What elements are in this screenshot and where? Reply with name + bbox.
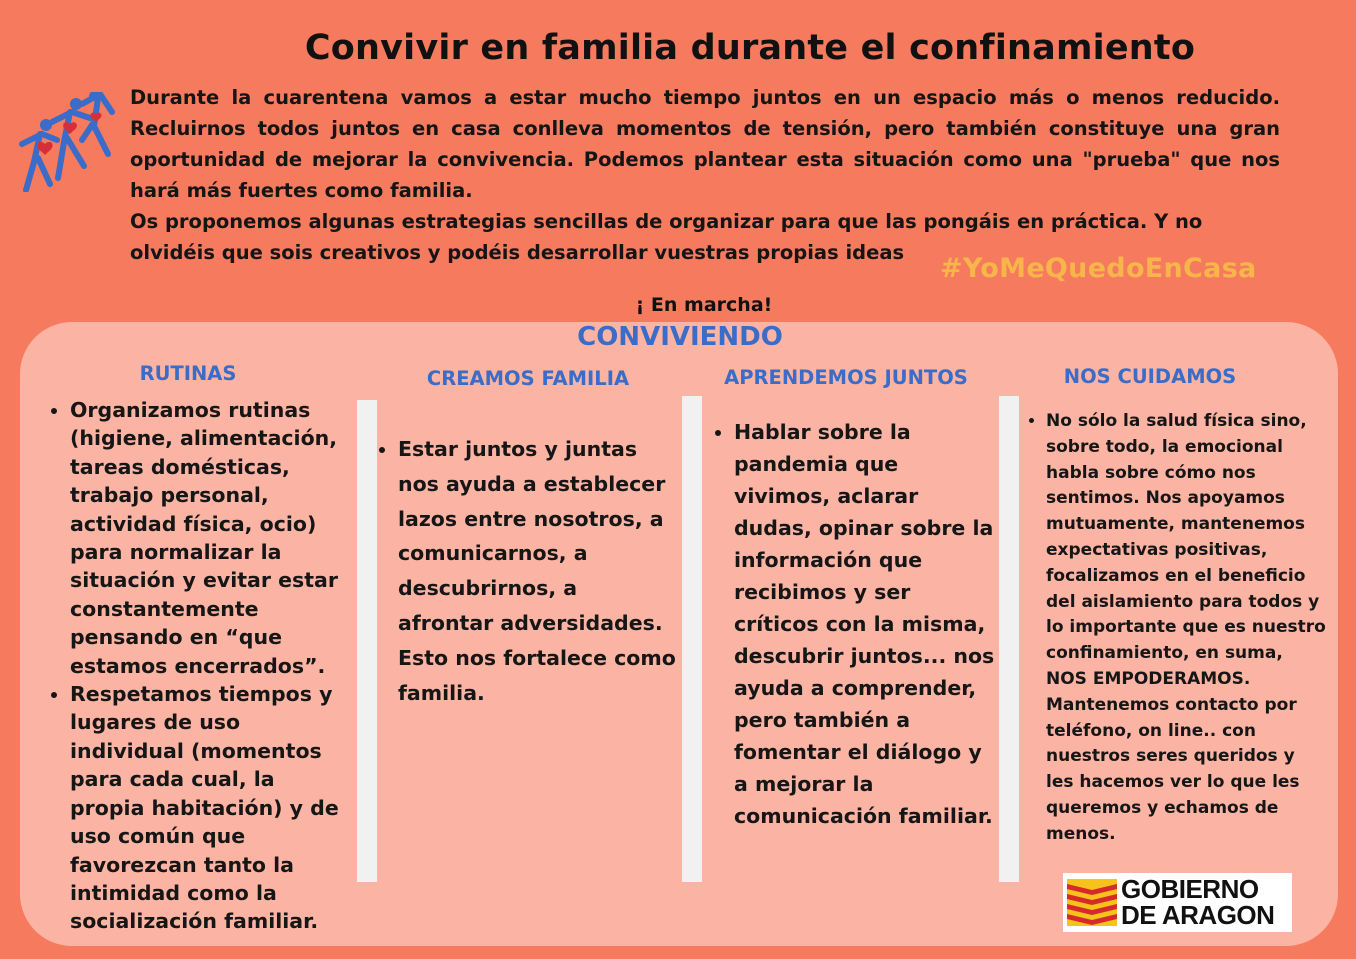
column-title-nos-cuidamos: NOS CUIDAMOS xyxy=(1063,365,1237,388)
gobierno-aragon-logo xyxy=(1063,873,1292,932)
list-item: • No sólo la salud física sino, sobre todo, la emocional habla sobre cómo nos sentimos. Nos apoyamos mutuamente, mantenemos expectativas positivas, focalizamos en el beneficio del aislamiento para todos y lo importante que es nuestro confinamiento, en suma, NOS EMPODERAMOS. Mantenemos contacto por teléfono, on line.. con nuestros seres queridos y les hacemos ver lo que les queremos y echamos de menos. xyxy=(1046,409,1326,848)
column-aprendemos-juntos xyxy=(714,416,999,832)
family-people-icon xyxy=(12,92,122,192)
column-title-creamos-familia: CREAMOS FAMILIA xyxy=(426,367,630,390)
column-title-rutinas: RUTINAS xyxy=(139,362,237,385)
aragon-flag-stripes-icon xyxy=(1067,879,1117,926)
intro-paragraph: Durante la cuarentena vamos a estar mucho tiempo juntos en un espacio más o menos reducido. Recluirnos todos juntos en casa conlleva momentos de tensión, pero también constituye una gran oportunidad de mejorar la convivencia. Podemos plantear esta situación como una "prueba" que nos hará más fuertes como familia. xyxy=(130,86,1280,202)
go-label: ¡ En marcha! xyxy=(635,294,773,316)
list-item: • Estar juntos y juntas nos ayuda a establecer lazos entre nosotros, a comunicarnos, a descubrirnos, a afrontar adversidades. Esto nos fortalece como familia. xyxy=(398,432,678,710)
column-creamos-familia xyxy=(378,432,678,710)
column-title-aprendemos-juntos: APRENDEMOS JUNTOS xyxy=(724,366,968,389)
list-item: • Respetamos tiempos y lugares de uso individual (momentos para cada cual, la propia habitación) y de uso común que favorezcan tanto la intimidad como la socialización familiar. xyxy=(70,680,350,936)
page-title: Convivir en familia durante el confinamiento xyxy=(304,28,1196,68)
column-nos-cuidamos xyxy=(1026,409,1326,848)
column-rutinas xyxy=(50,396,350,936)
column-divider xyxy=(357,400,377,882)
intro-text xyxy=(130,82,1280,268)
intro-paragraph: Os proponemos algunas estrategias sencillas de organizar para que las pongáis en práctica. Y no olvidéis que sois creativos y podéis desarrollar vuestras propias ideas xyxy=(130,210,1203,264)
list-item: • Hablar sobre la pandemia que vivimos, aclarar dudas, opinar sobre la información que recibimos y ser críticos con la misma, descubrir juntos... nos ayuda a comprender, pero también a fomentar el diálogo y a mejorar la comunicación familiar. xyxy=(734,416,999,832)
logo-line: GOBIERNO xyxy=(1121,874,1259,904)
logo-line: DE ARAGON xyxy=(1121,900,1275,930)
panel-title: CONVIVIENDO xyxy=(577,322,783,352)
column-divider xyxy=(999,396,1019,882)
hashtag: #YoMeQuedoEnCasa xyxy=(940,253,1257,284)
list-item: • Organizamos rutinas (higiene, alimentación, tareas domésticas, trabajo personal, actividad física, ocio) para normalizar la situación y evitar estar constantemente pensando en “que estamos encerrados”. xyxy=(70,396,350,680)
column-divider xyxy=(682,396,702,882)
